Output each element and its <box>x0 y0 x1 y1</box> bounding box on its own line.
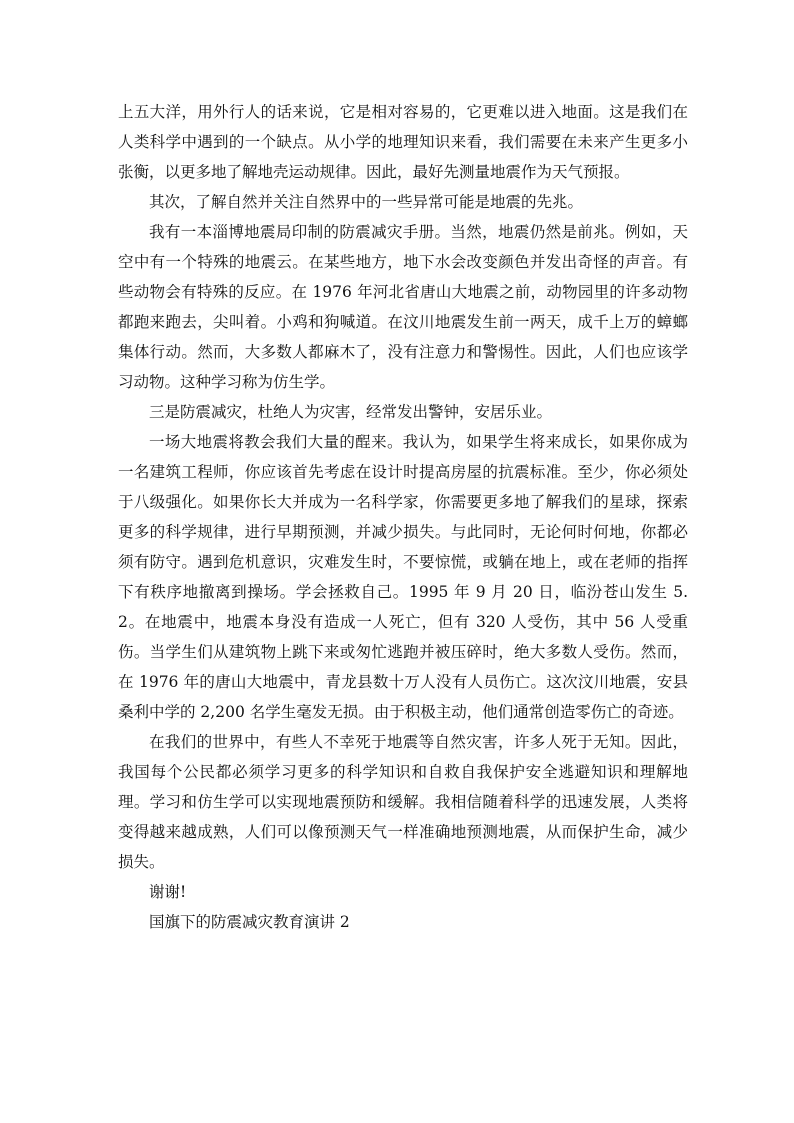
paragraph-lessons: 一场大地震将教会我们大量的酲来。我认为，如果学生将来成长，如果你成为一名建筑工程师，你应该首先考虑在设计时提高房屋的抗震标准。至少，你必须处于八级强化。如果你长大并成为一名科学家，你需要更多地了解我们的星球，探索更多的科学规律，进行早期预测，并减少损失。与此同时，无论何时何地，你都必须有防守。遇到危机意识，灾难发生时，不要惊慌，或躺在地上，或在老师的指挥下有秩序地撤离到操场。学会拯救自己。1995 年 9 月 20 日，临汾苍山发生 5.2。在地震中，地震本身没有造成一人死亡，但有 320 人受伤，其中 56 人受重伤。当学生们从建筑物上跳下来或匆忙逃跑并被压碎时，绝大多数人受伤。然而，在 1976 年的唐山大地震中，青龙县数十万人没有人员伤亡。这次汶川地震，安县桑利中学的 2,200 名学生毫发无损。由于积极主动，他们通常创造零伤亡的奇迹。 <box>118 433 688 721</box>
paragraph-third-point: 三是防震减灾，杜绝人为灾害，经常发出警钟，安居乐业。 <box>149 403 553 421</box>
paragraph-conclusion: 在我们的世界中，有些人不幸死于地震等自然灾害，许多人死于无知。因此，我国每个公民都必须学习更多的科学知识和自救自我保护安全逃避知识和理解地理。学习和仿生学可以实现地震预防和缓解。我相信随着科学的迅速发展，人类将变得越来越成熟，人们可以像预测天气一样准确地预测地震，从而保护生命，减少损失。 <box>118 733 688 871</box>
paragraph-second-point: 其次，了解自然并关注自然界中的一些异常可能是地震的先兆。 <box>149 193 584 211</box>
paragraph-earthquake-precursors: 我有一本淄博地震局印制的防震减灾手册。当然，地震仍然是前兆。例如，天空中有一个特殊的地震云。在某些地方，地下水会改变颜色并发出奇怪的声音。有些动物会有特殊的反应。在 1976 年河北省唐山大地震之前，动物园里的许多动物都跑来跑去，尖叫着。小鸡和狗喊道。在汶川地震发生前一两天，成千上万的蟑螂集体行动。然而，大多数人都麻木了，没有注意力和警惕性。因此，人们也应该学习动物。这种学习称为仿生学。 <box>118 223 688 391</box>
document-body <box>118 97 688 937</box>
paragraph-continuation: 上五大洋，用外行人的话来说，它是相对容易的，它更难以进入地面。这是我们在人类科学中遇到的一个缺点。从小学的地理知识来看，我们需要在未来产生更多小张衡，以更多地了解地壳运动规律。因此，最好先测量地震作为天气预报。 <box>118 103 688 181</box>
section-heading: 国旗下的防震减灾教育演讲 2 <box>149 913 350 931</box>
paragraph-thanks: 谢谢! <box>149 883 187 901</box>
